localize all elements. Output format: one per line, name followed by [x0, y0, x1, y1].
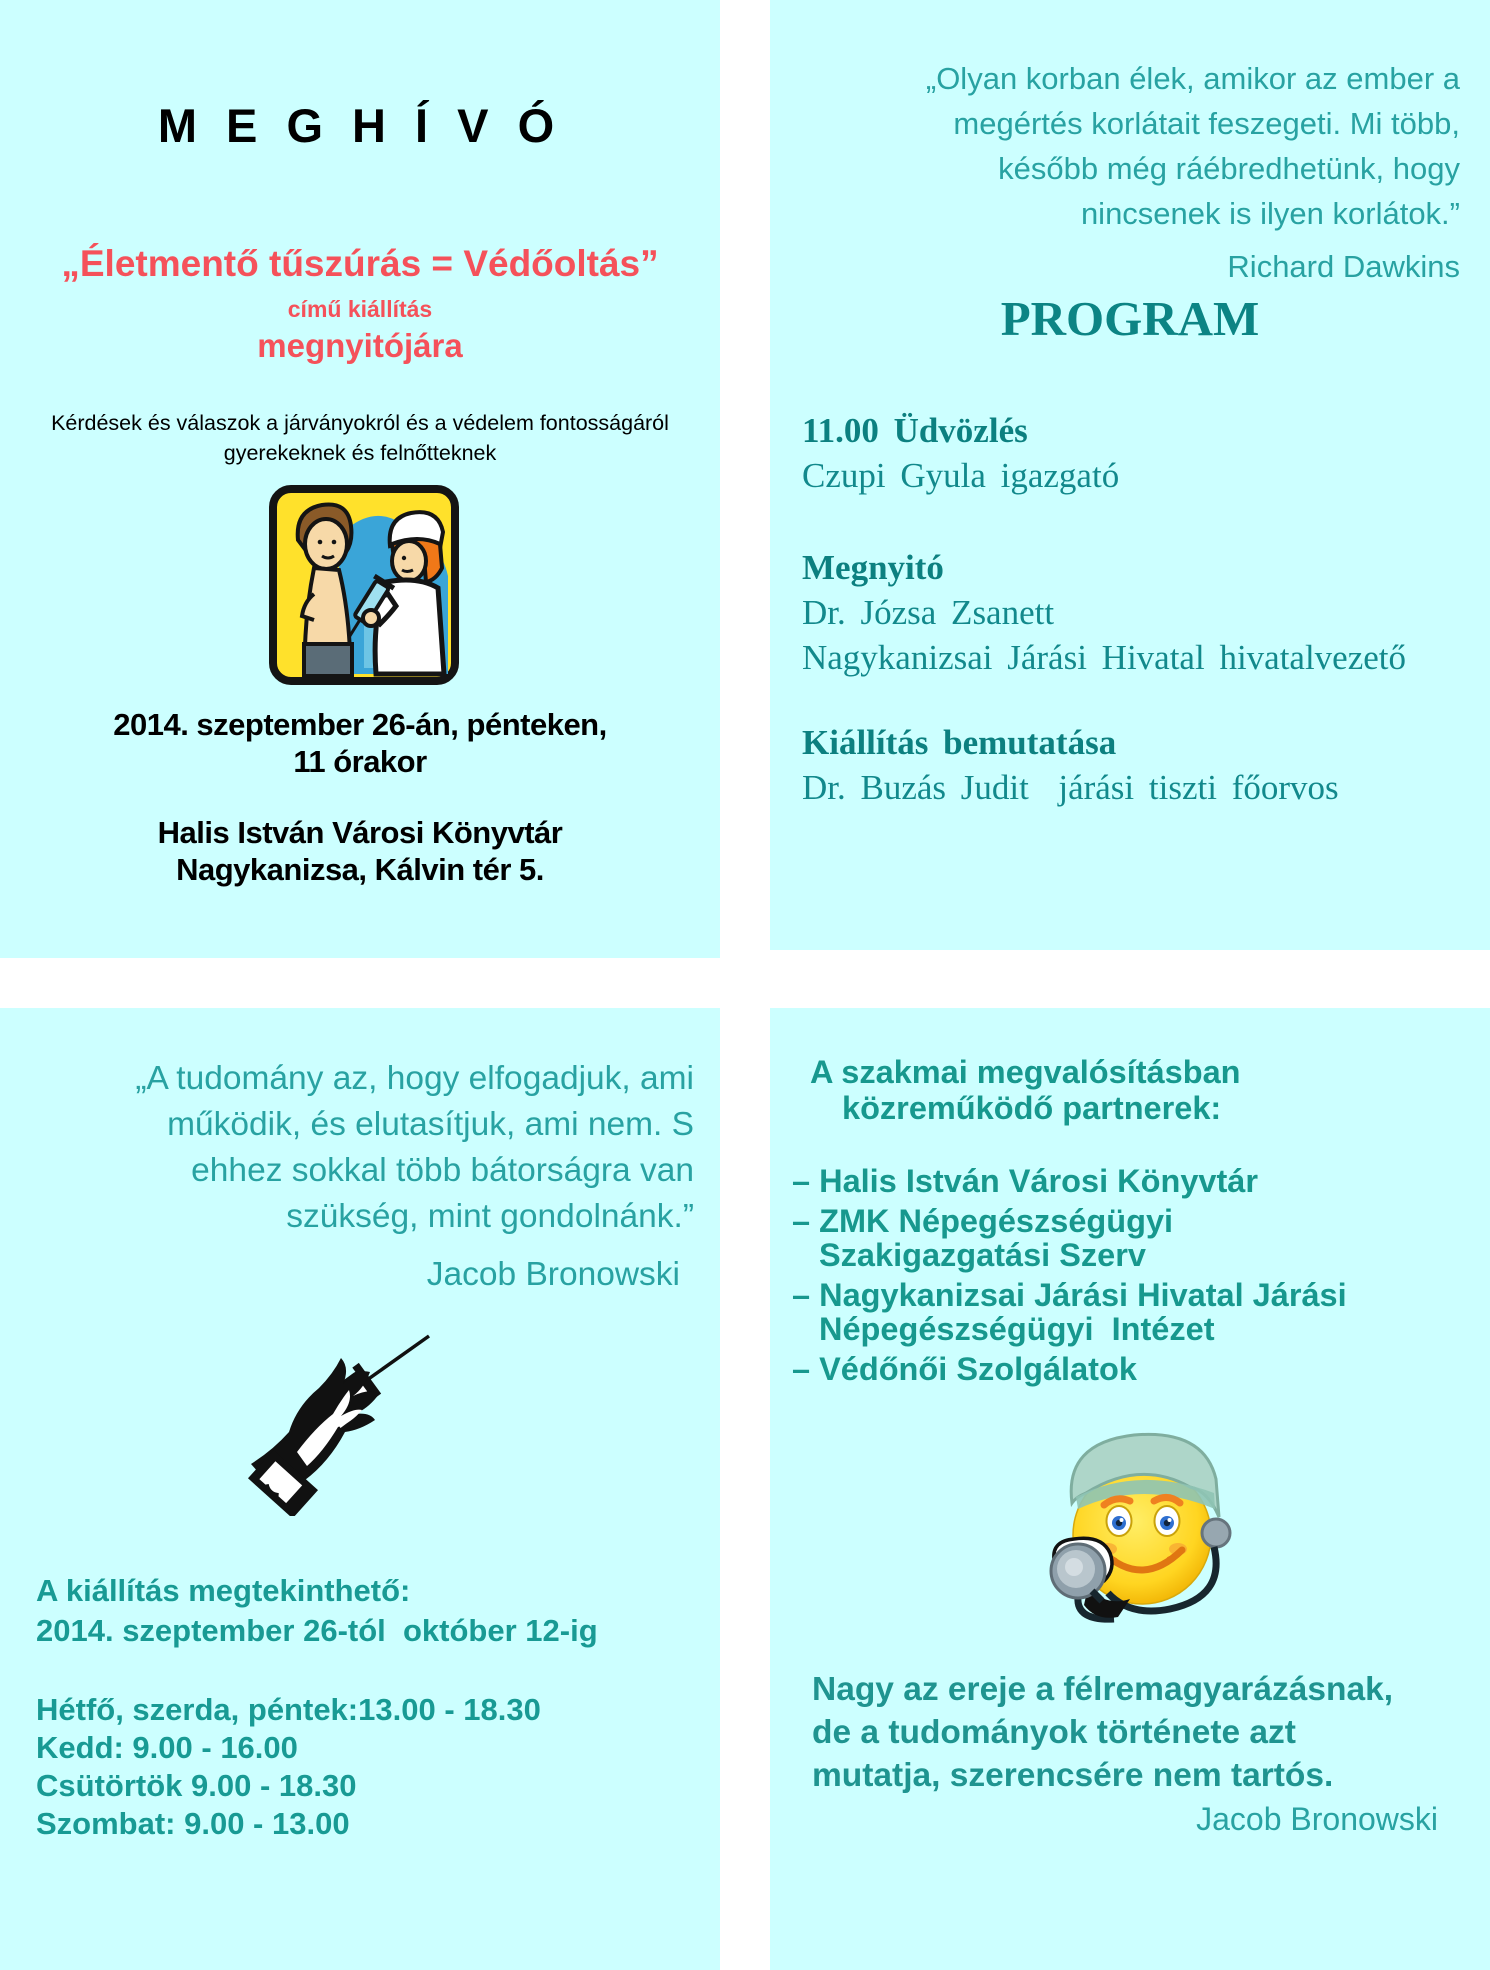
quote-line: de a tudományok története azt — [812, 1714, 1296, 1751]
partners-heading-line: A szakmai megvalósításban — [810, 1054, 1241, 1090]
quote-author: Richard Dawkins — [1227, 249, 1460, 284]
nurse-vaccinating-patient-illustration — [268, 484, 460, 686]
quote-line: később még ráébredhetünk, hogy — [998, 151, 1460, 186]
description — [0, 408, 720, 468]
venue-address: Nagykanizsa, Kálvin tér 5. — [176, 852, 544, 887]
quote-line: Nagy az ereje a félremagyarázásnak, — [812, 1671, 1394, 1708]
exhibition-subtitle: című kiállítás — [287, 296, 433, 322]
partners-heading — [810, 1054, 1480, 1126]
event-time: 11 órakor — [293, 744, 427, 779]
exhibition-open-info — [36, 1571, 598, 1651]
partner-item: – Védőnői Szolgálatok — [792, 1351, 1137, 1387]
bronowski-quote-1 — [20, 1056, 694, 1298]
description-line: Kérdések és válaszok a járványokról és a védelem fontosságáról — [51, 411, 669, 435]
venue-name: Halis István Városi Könyvtár — [157, 815, 563, 850]
event-date-line: 2014. szeptember 26-án, pénteken, — [113, 707, 607, 742]
exhibition-info-panel — [0, 1008, 720, 1970]
partners-panel — [770, 1008, 1490, 1970]
partner-item: – ZMK Népegészségügyi — [792, 1203, 1174, 1239]
invitation-title: M E G H Í V Ó — [157, 99, 563, 152]
open-dates: 2014. szeptember 26-tól október 12-ig — [36, 1613, 598, 1648]
program-heading: PROGRAM — [1000, 291, 1260, 346]
quote-line: mutatja, szerencsére nem tartós. — [812, 1757, 1334, 1794]
event-date — [0, 706, 720, 780]
partner-item-continuation: Szakigazgatási Szerv — [819, 1237, 1146, 1273]
partners-heading-line: közreműködő partnerek: — [842, 1090, 1222, 1126]
partner-item: – Halis István Városi Könyvtár — [792, 1163, 1259, 1199]
opening-hours-line: Kedd: 9.00 - 16.00 — [36, 1730, 298, 1765]
program-item-title: 11.00 Üdvözlés — [802, 411, 1028, 450]
description-line: gyerekeknek és felnőtteknek — [223, 441, 497, 465]
opening-hours-line: Hétfő, szerda, péntek:13.00 - 18.30 — [36, 1692, 541, 1727]
partner-item-continuation: Népegészségügyi Intézet — [819, 1311, 1215, 1347]
hand-holding-syringe-illustration — [243, 1330, 433, 1516]
quote-line: szükség, mint gondolnánk.” — [286, 1198, 694, 1235]
program-item — [802, 408, 1480, 498]
invitation-panel — [0, 0, 720, 958]
quote-line: „Olyan korban élek, amikor az ember a — [925, 61, 1460, 96]
quote-line: „A tudomány az, hogy elfogadjuk, ami — [135, 1060, 694, 1097]
quote-line: működik, és elutasítjuk, ami nem. S — [167, 1106, 694, 1143]
opening-hours — [36, 1691, 541, 1843]
partner-item: – Nagykanizsai Járási Hivatal Járási — [792, 1277, 1347, 1313]
open-heading: A kiállítás megtekinthető: — [36, 1573, 411, 1608]
bronowski-quote-2 — [812, 1668, 1460, 1797]
smiley-doctor-illustration — [1018, 1421, 1246, 1633]
quote-author: Jacob Bronowski — [426, 1256, 680, 1293]
dawkins-quote — [800, 56, 1460, 289]
event-venue — [0, 814, 720, 888]
program-item — [802, 545, 1480, 680]
program-item-speaker-role: Nagykanizsai Járási Hivatal hivatalvezető — [802, 638, 1407, 677]
program-panel — [770, 0, 1490, 950]
quote-author: Jacob Bronowski — [1196, 1801, 1438, 1837]
opening-hours-line: Csütörtök 9.00 - 18.30 — [36, 1768, 357, 1803]
program-item-speaker: Dr. Buzás Judit járási tiszti főorvos — [802, 768, 1339, 807]
program-item — [802, 720, 1480, 810]
program-item-title: Kiállítás bemutatása — [802, 723, 1117, 762]
quote-line: nincsenek is ilyen korlátok.” — [1080, 196, 1460, 231]
opening-word: megnyitójára — [257, 327, 463, 364]
program-item-speaker: Czupi Gyula igazgató — [802, 456, 1120, 495]
quote-line: megértés korlátait feszegeti. Mi több, — [953, 106, 1460, 141]
program-item-speaker: Dr. Józsa Zsanett — [802, 593, 1055, 632]
quote-line: ehhez sokkal több bátorságra van — [191, 1152, 694, 1189]
exhibition-title: „Életmentő tűszúrás = Védőoltás” — [61, 243, 659, 284]
program-item-title: Megnyitó — [802, 548, 944, 587]
opening-hours-line: Szombat: 9.00 - 13.00 — [36, 1806, 350, 1841]
partners-list — [792, 1164, 1486, 1392]
